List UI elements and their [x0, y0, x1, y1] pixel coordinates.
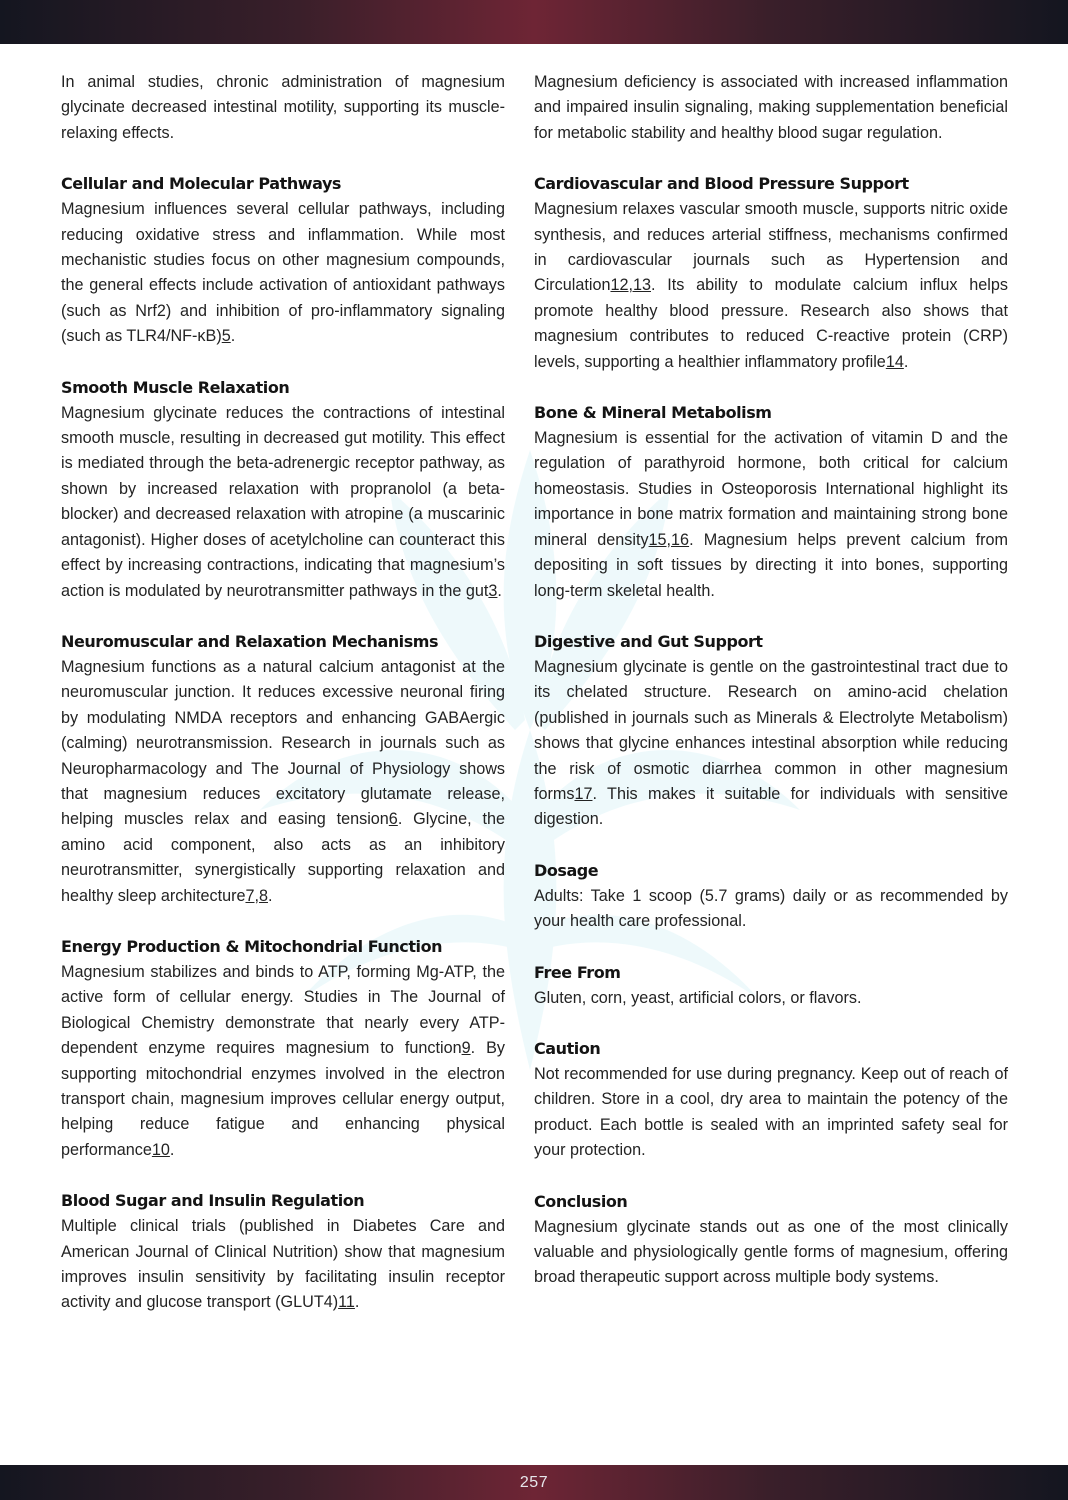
cellular-heading: Cellular and Molecular Pathways	[61, 174, 341, 194]
energy-section	[61, 934, 505, 1163]
intro-section	[61, 70, 505, 146]
free-from-heading: Free From	[534, 962, 621, 982]
digestive-text-1: Magnesium glycinate is gentle on the gastrointestinal tract due to its chelated structure. Research on amino-acid chelation (published in journals such as Minerals & Electrolyte Metabolism) shows that glycine enhances intestinal absorption while reducing the risk of osmotic diarrhea common in other magnesium forms	[534, 657, 1008, 803]
deficiency-section	[534, 70, 1008, 146]
cardio-heading: Cardiovascular and Blood Pressure Support	[534, 174, 909, 194]
left-column	[61, 70, 505, 1341]
blood-sugar-text: Multiple clinical trials (published in Diabetes Care and American Journal of Clinical Nutrition) show that magnesium improves insulin sensitivity by facilitating insulin receptor activity and glucose transport (GLUT4)	[61, 1217, 505, 1312]
cardio-end: .	[903, 352, 909, 371]
page-number: 257	[519, 1473, 549, 1491]
cardio-text-2: . Its ability to modulate calcium influx helps promote healthy blood pressure. Research also shows that magnesium contributes to reduced C-reactive protein (CRP) levels, supporting a healthier inflammatory profile	[534, 276, 1008, 371]
energy-text-2: . By supporting mitochondrial enzymes involved in the electron transport chain, magnesium improves cellular energy output, helping reduce fatigue and enhancing physical performance	[61, 1039, 505, 1159]
cardio-paragraph	[534, 197, 1008, 375]
energy-text-1: Magnesium stabilizes and binds to ATP, forming Mg-ATP, the active form of cellular energy. Studies in The Journal of Biological Chemistry demonstrate that nearly every ATP-dependent enzyme requires magnesium to function	[61, 962, 505, 1058]
footer-bar	[0, 1465, 1068, 1500]
digestive-section	[534, 629, 1008, 833]
smooth-text: Magnesium glycinate reduces the contractions of intestinal smooth muscle, resulting in decreased gut motility. This effect is mediated through the beta-adrenergic receptor pathway, as shown by increased relaxation with propranolol (a beta-blocker) and decreased relaxation with atropine (a muscarinic antagonist). Higher doses of acetylcholine can counteract this effect by increasing contractions, indicating that magnesium’s action is modulated by neurotransmitter pathways in the gut	[61, 403, 505, 600]
reference-link-10[interactable]: 10	[151, 1140, 170, 1159]
reference-link-7-8[interactable]: 7,8	[245, 886, 268, 905]
neuro-end: .	[267, 886, 273, 905]
right-column	[534, 70, 1008, 1316]
reference-link-12-13[interactable]: 12,13	[610, 276, 651, 295]
smooth-paragraph	[61, 401, 505, 604]
digestive-paragraph	[534, 655, 1008, 833]
conclusion-section	[534, 1189, 1008, 1291]
bone-heading: Bone & Mineral Metabolism	[534, 403, 772, 423]
caution-paragraph: Not recommended for use during pregnancy. Keep out of reach of children. Store in a cool, dry area to maintain the potency of the product. Each bottle is sealed with an imprinted safety seal for your protection.	[534, 1064, 1008, 1160]
smooth-heading: Smooth Muscle Relaxation	[61, 377, 290, 397]
energy-end: .	[169, 1140, 175, 1159]
bone-text-1: Magnesium is essential for the activation of vitamin D and the regulation of parathyroid hormone, both critical for calcium homeostasis. Studies in Osteoporosis International highlight its importance in bone matrix formation and maintaining strong bone mineral density	[534, 429, 1008, 549]
blood-sugar-section	[61, 1188, 505, 1316]
neuro-heading: Neuromuscular and Relaxation Mechanisms	[61, 631, 439, 651]
blood-sugar-paragraph	[61, 1214, 505, 1316]
neuro-paragraph	[61, 655, 505, 909]
cellular-text: Magnesium influences several cellular pathways, including reducing oxidative stress and inflammation. While most mechanistic studies focus on other magnesium compounds, the general effects include activation of antioxidant pathways (such as Nrf2) and inhibition of pro-inflammatory signaling (such as TLR4/NF-κB)	[61, 200, 505, 346]
conclusion-heading: Conclusion	[534, 1191, 628, 1211]
smooth-section	[61, 375, 505, 604]
energy-heading: Energy Production & Mitochondrial Function	[61, 936, 443, 956]
dosage-heading: Dosage	[534, 860, 599, 880]
intro-paragraph: In animal studies, chronic administration of magnesium glycinate decreased intestinal motility, supporting its muscle-relaxing effects.	[61, 73, 505, 142]
neuro-section	[61, 629, 505, 909]
bone-text-2: . Magnesium helps prevent calcium from depositing in soft tissues by directing it into bones, supporting long-term skeletal health.	[534, 530, 1009, 600]
reference-link-9[interactable]: 9	[461, 1039, 471, 1058]
reference-link-14[interactable]: 14	[885, 352, 904, 371]
reference-link-5[interactable]: 5	[221, 327, 231, 346]
smooth-end: .	[497, 581, 502, 600]
digestive-text-2: . This makes it suitable for individuals with sensitive digestion.	[534, 784, 1008, 829]
cellular-section	[61, 171, 505, 349]
reference-link-11[interactable]: 11	[338, 1293, 355, 1312]
caution-section	[534, 1036, 1008, 1164]
free-from-section	[534, 960, 1008, 1011]
blood-sugar-heading: Blood Sugar and Insulin Regulation	[61, 1191, 365, 1211]
reference-link-3[interactable]: 3	[488, 581, 498, 600]
cardio-section	[534, 171, 1008, 375]
bone-section	[534, 400, 1008, 604]
bone-paragraph	[534, 426, 1008, 604]
reference-link-17[interactable]: 17	[574, 784, 593, 803]
cardio-text-1: Magnesium relaxes vascular smooth muscle, supports nitric oxide synthesis, and reduces arterial stiffness, mechanisms confirmed in cardiovascular journals such as Hypertension and Circulation	[534, 200, 1008, 295]
deficiency-paragraph: Magnesium deficiency is associated with increased inflammation and impaired insulin signaling, making supplementation beneficial for metabolic stability and healthy blood sugar regulation.	[534, 73, 1008, 142]
dosage-paragraph: Adults: Take 1 scoop (5.7 grams) daily or as recommended by your health care professional.	[534, 886, 1008, 931]
blood-sugar-end: .	[354, 1293, 360, 1312]
energy-paragraph	[61, 960, 505, 1163]
dosage-section	[534, 858, 1008, 935]
cellular-paragraph	[61, 197, 505, 349]
reference-link-15-16[interactable]: 15,16	[648, 530, 690, 549]
caution-heading: Caution	[534, 1038, 601, 1058]
conclusion-paragraph: Magnesium glycinate stands out as one of the most clinically valuable and physiologically gentle forms of magnesium, offering broad therapeutic support across multiple body systems.	[534, 1217, 1008, 1287]
neuro-text-1: Magnesium functions as a natural calcium antagonist at the neuromuscular junction. It reduces excessive neuronal firing by modulating NMDA receptors and enhancing GABAergic (calming) neurotransmission. Research in journals such as Neuropharmacology and The Journal of Physiology shows that magnesium reduces excitatory glutamate release, helping muscles relax and easing tension	[61, 657, 505, 829]
reference-link-6[interactable]: 6	[388, 810, 398, 829]
digestive-heading: Digestive and Gut Support	[534, 631, 763, 651]
header-bar	[0, 0, 1068, 44]
neuro-text-2: . Glycine, the amino acid component, also acts as an inhibitory neurotransmitter, synergistically supporting relaxation and healthy sleep architecture	[61, 810, 505, 905]
cellular-end: .	[230, 327, 236, 346]
free-from-paragraph: Gluten, corn, yeast, artificial colors, or flavors.	[534, 988, 862, 1007]
